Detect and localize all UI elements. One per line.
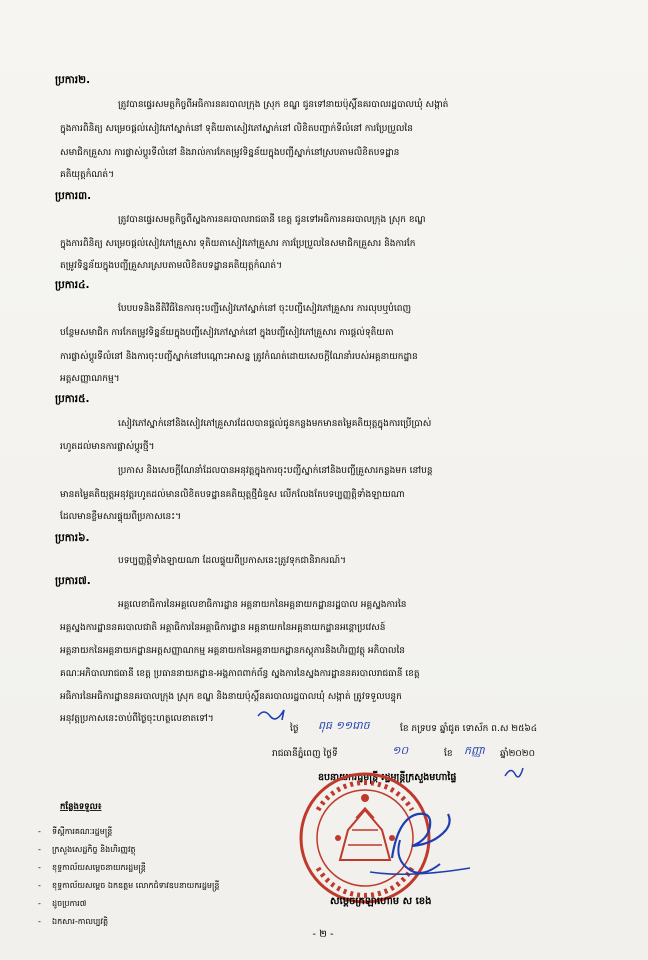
article-7-line-6: អនុវត្តប្រកាសនេះចាប់ពីថ្ងៃចុះហត្ថលេខាតទៅ។ [60, 714, 214, 724]
article-4-heading: ប្រការ៤. [55, 279, 90, 291]
article-5-line-3: ប្រកាស និងសេចក្តីណែនាំដែលបានអនុវត្តក្នុងការចុះបញ្ជីស្នាក់នៅនិងបញ្ជីគ្រួសារកន្លងមក នៅបន្ត [118, 466, 433, 476]
article-5-line-5: ដែលមានខ្លឹមសារផ្ទុយពីប្រកាសនេះ។ [60, 512, 182, 522]
article-6-line-1: បទប្បញ្ញត្តិទាំងឡាយណា ដែលផ្ទុយពីប្រកាសនេះត្រូវទុកជានិរាករណ៍។ [118, 556, 346, 566]
article-2-line-4: គតិយុត្តកំណត់។ [60, 170, 115, 180]
solar-year: ឆ្នាំ២០២០ [500, 749, 535, 759]
svg-text:-: - [38, 827, 41, 836]
recipients-heading: កន្លែងទទួល៖ [60, 802, 102, 812]
recipient-item: ខុទ្ទកាល័យសម្តេចនាយករដ្ឋមន្ត្រី [52, 863, 146, 872]
solar-month-handwritten: កញ្ញា [464, 744, 485, 757]
page-number: - ២ - [312, 929, 334, 940]
svg-text:-: - [38, 881, 41, 890]
article-5-heading: ប្រការ៥. [55, 393, 90, 405]
article-5-line-2: រហូតដល់មានការផ្លាស់ប្តូរថ្មី។ [60, 442, 155, 452]
recipient-item: ឯកសារ-កាលប្បវត្តិ [52, 917, 109, 926]
recipient-item: ទីស្តីការគណៈរដ្ឋមន្ត្រី [52, 827, 113, 836]
svg-text:-: - [38, 917, 41, 926]
article-7-heading: ប្រការ៧. [55, 575, 91, 587]
solar-month-prefix: ខែ [444, 749, 453, 759]
signatory-name: សម្តេចក្រឡាហោម ស ខេង [330, 896, 432, 907]
article-6-heading: ប្រការ៦. [55, 532, 90, 544]
article-5-line-4: មានតម្លៃគតិយុត្តអនុវត្តរហូតដល់មានលិខិតបទដ្ឋានគតិយុត្តថ្មីជំនួស លើកលែងតែបទប្បញ្ញត្តិទាំងឡាយណា [60, 490, 405, 500]
lunar-date-prefix: ថ្ងៃ [290, 724, 299, 734]
article-3-heading: ប្រការ៣. [55, 190, 92, 202]
article-2-line-2: ក្នុងការពិនិត្យ សម្រេចផ្តល់សៀវភៅស្នាក់នៅ ទុតិយតាសៀវភៅស្នាក់នៅ លិខិតបញ្ជាក់ទីលំនៅ ការប្រែប្រួលនៃ [60, 124, 413, 134]
lunar-day-handwritten: ពុធ ១១រោច [318, 719, 370, 732]
recipient-item: ដូចប្រការ៧ [52, 899, 87, 908]
svg-text:-: - [38, 863, 41, 872]
article-3-line-1: ត្រូវបានផ្ទេរសមត្ថកិច្ចពីស្នងការនគរបាលរាជធានី ខេត្ត ជូនទៅអធិការនគរបាលក្រុង ស្រុក ខណ្ឌ [118, 215, 426, 225]
official-seal-icon [301, 774, 429, 902]
recipient-item: ខុទ្ទកាល័យសម្តេច ឯកឧត្តម លោកជំទាវឧបនាយករដ្ឋមន្ត្រី [52, 881, 220, 890]
solar-day-handwritten: ១០ [392, 744, 409, 757]
article-2-heading: ប្រការ២. [55, 74, 91, 86]
article-7-line-5: អធិការនៃអធិការដ្ឋាននគរបាលក្រុង ស្រុក ខណ្ឌ និងនាយប៉ុស្តិ៍នគរបាលរដ្ឋបាលឃុំ សង្កាត់ ត្រូវទទួលបន្ទុក [60, 692, 402, 702]
article-4-line-1: បែបបទនិងនីតិវិធីនៃការចុះបញ្ជីសៀវភៅស្នាក់នៅ ចុះបញ្ជីសៀវភៅគ្រួសារ ការលុបឬបំពេញ [118, 304, 412, 314]
article-4-line-2: បន្ថែមសមាជិក ការកែតម្រូវទិន្នន័យក្នុងបញ្ជីសៀវភៅស្នាក់នៅ ក្នុងបញ្ជីសៀវភៅគ្រួសារ ការផ្តល់ទុតិយតា [60, 328, 394, 338]
article-2-line-3: សមាជិកគ្រួសារ ការផ្លាស់ប្តូរទីលំនៅ និងរាល់ការកែតម្រូវទិន្នន័យក្នុងបញ្ជីស្នាក់នៅស្របតាមលិខិតបទដ្ឋាន [60, 148, 400, 158]
svg-text:-: - [38, 845, 41, 854]
article-2-line-1: ត្រូវបានផ្ទេរសមត្ថកិច្ចពីអធិការនគរបាលក្រុង ស្រុក ខណ្ឌ ជូនទៅនាយប៉ុស្តិ៍នគរបាលរដ្ឋបាលឃុំ សង្កាត់ [118, 100, 449, 110]
article-5-line-1: សៀវភៅស្នាក់នៅនិងសៀវភៅគ្រួសារដែលបានផ្តល់ជូនកន្លងមកមានតម្លៃគតិយុត្តក្នុងការប្រើប្រាស់ [118, 419, 432, 429]
svg-text:-: - [38, 899, 41, 908]
article-3-line-3: តម្រូវទិន្នន័យក្នុងបញ្ជីគ្រួសារស្របតាមលិខិតបទដ្ឋានគតិយុត្តកំណត់។ [60, 261, 283, 271]
lunar-date-rest: ខែ ភទ្របទ ឆ្នាំជូត ទោស័ក ព.ស ២៥៦៤ [400, 724, 538, 734]
article-7-line-2: អគ្គស្នងការដ្ឋាននគរបាលជាតិ អគ្គាធិការនៃអគ្គាធិការដ្ឋាន អគ្គនាយកនៃអគ្គនាយកដ្ឋានអន្តោប្រវេសន៍ [60, 623, 386, 633]
article-7-line-3: អគ្គនាយកនៃអគ្គនាយកដ្ឋានអត្តសញ្ញាណកម្ម អគ្គនាយកនៃអគ្គនាយកដ្ឋានកស្តុភារនិងហិរញ្ញវត្ថុ អភិបាលនៃ [60, 646, 406, 656]
article-3-line-2: ក្នុងការពិនិត្យ សម្រេចផ្តល់សៀវភៅគ្រួសារ ទុតិយតាសៀវភៅគ្រួសារ ការប្រែប្រួលនៃសមាជិកគ្រួសារ និងការកែ [60, 239, 416, 249]
initials-icon [505, 768, 523, 777]
handwritten-mark-icon [258, 710, 284, 720]
signatory-title: ឧបនាយករដ្ឋមន្ត្រី រដ្ឋមន្ត្រីក្រសួងមហាផ្ទៃ [318, 772, 457, 783]
solar-date-prefix: រាជធានីភ្នំពេញ ថ្ងៃទី [272, 749, 338, 759]
article-4-line-3: ការផ្លាស់ប្តូរទីលំនៅ និងការចុះបញ្ជីស្នាក់នៅបណ្តោះអាសន្ន ត្រូវកំណត់ដោយសេចក្តីណែនាំរបស់អគ្គនាយកដ្ឋាន [60, 352, 418, 362]
article-4-line-4: អត្តសញ្ញាណកម្ម។ [60, 374, 120, 384]
article-7-line-4: គណៈអភិបាលរាជធានី ខេត្ត ប្រធាននាយកដ្ឋាន-អង្គភាពពាក់ព័ន្ធ ស្នងការនៃស្នងការដ្ឋាននគរបាលរាជធានី ខេត្ត [60, 669, 420, 679]
recipient-item: ក្រសួងសេដ្ឋកិច្ច និងហិរញ្ញវត្ថុ [52, 845, 136, 854]
article-7-line-1: អគ្គលេខាធិការនៃអគ្គលេខាធិការដ្ឋាន អគ្គនាយកនៃអគ្គនាយកដ្ឋានរដ្ឋបាល អគ្គស្នងការនៃ [118, 600, 407, 610]
